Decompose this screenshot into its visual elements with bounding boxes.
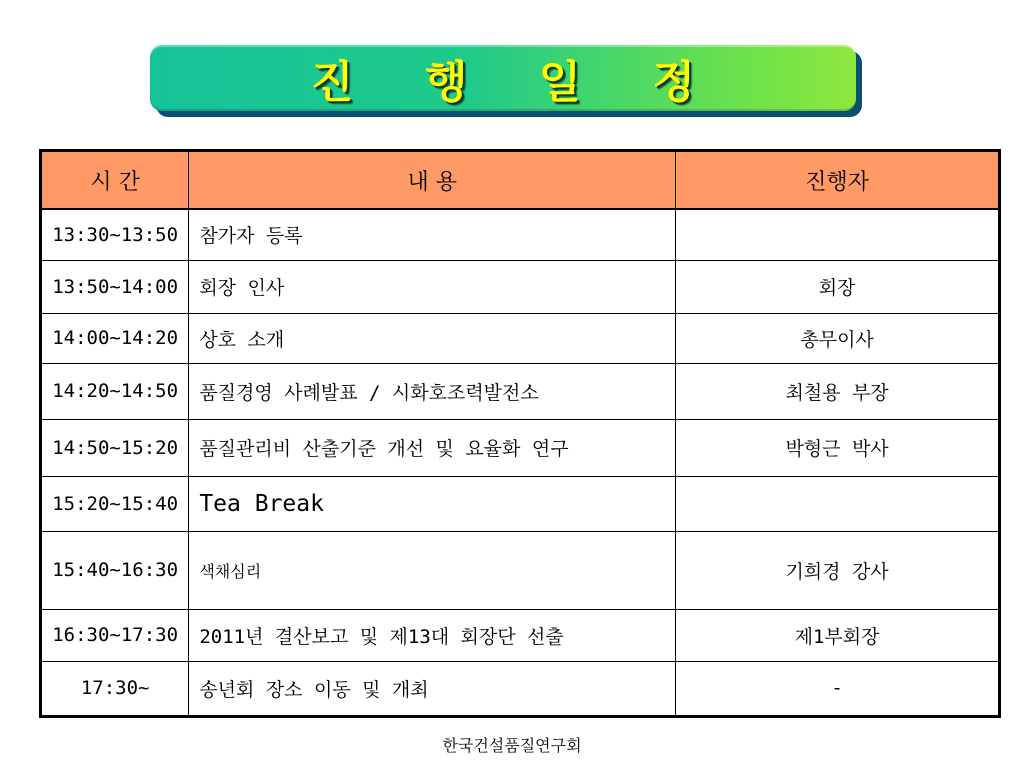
row-content: 품질경영 사례발표 / 시화호조력발전소 — [189, 363, 676, 419]
row-presenter — [676, 209, 1000, 260]
row-time: 14:20~14:50 — [41, 363, 189, 419]
title-banner-wrap — [150, 45, 862, 117]
header-time: 시 간 — [41, 151, 189, 210]
row-time: 15:20~15:40 — [41, 476, 189, 531]
table-row — [41, 661, 1000, 716]
table-row — [41, 209, 1000, 260]
row-time: 15:40~16:30 — [41, 531, 189, 609]
footer-organization: 한국건설품질연구회 — [442, 736, 582, 755]
row-content: 송년회 장소 이동 및 개최 — [189, 661, 676, 716]
row-presenter: 총무이사 — [676, 313, 1000, 363]
row-content: Tea Break — [189, 476, 676, 531]
table-row — [41, 363, 1000, 419]
row-content: 상호 소개 — [189, 313, 676, 363]
row-presenter: 제1부회장 — [676, 609, 1000, 661]
row-presenter: 최철용 부장 — [676, 363, 1000, 419]
row-time: 16:30~17:30 — [41, 609, 189, 661]
row-time: 13:30~13:50 — [41, 209, 189, 260]
schedule-table — [39, 149, 1001, 718]
row-time: 14:00~14:20 — [41, 313, 189, 363]
row-content: 색채심리 — [189, 531, 676, 609]
row-content: 참가자 등록 — [189, 209, 676, 260]
row-content: 2011년 결산보고 및 제13대 회장단 선출 — [189, 609, 676, 661]
title-banner — [150, 45, 856, 111]
header-presenter: 진행자 — [676, 151, 1000, 210]
table-row — [41, 260, 1000, 313]
row-presenter — [676, 476, 1000, 531]
row-content: 품질관리비 산출기준 개선 및 요율화 연구 — [189, 419, 676, 476]
table-row — [41, 476, 1000, 531]
row-time: 17:30~ — [41, 661, 189, 716]
row-presenter: 회장 — [676, 260, 1000, 313]
table-row — [41, 609, 1000, 661]
header-content: 내 용 — [189, 151, 676, 210]
row-presenter: 박형근 박사 — [676, 419, 1000, 476]
row-content: 회장 인사 — [189, 260, 676, 313]
table-row — [41, 313, 1000, 363]
row-presenter: - — [676, 661, 1000, 716]
table-header-row — [41, 151, 1000, 210]
row-time: 14:50~15:20 — [41, 419, 189, 476]
table-row — [41, 531, 1000, 609]
row-time: 13:50~14:00 — [41, 260, 189, 313]
row-presenter: 기희경 강사 — [676, 531, 1000, 609]
table-row — [41, 419, 1000, 476]
page-title: 진 행 일 정 — [311, 57, 723, 108]
